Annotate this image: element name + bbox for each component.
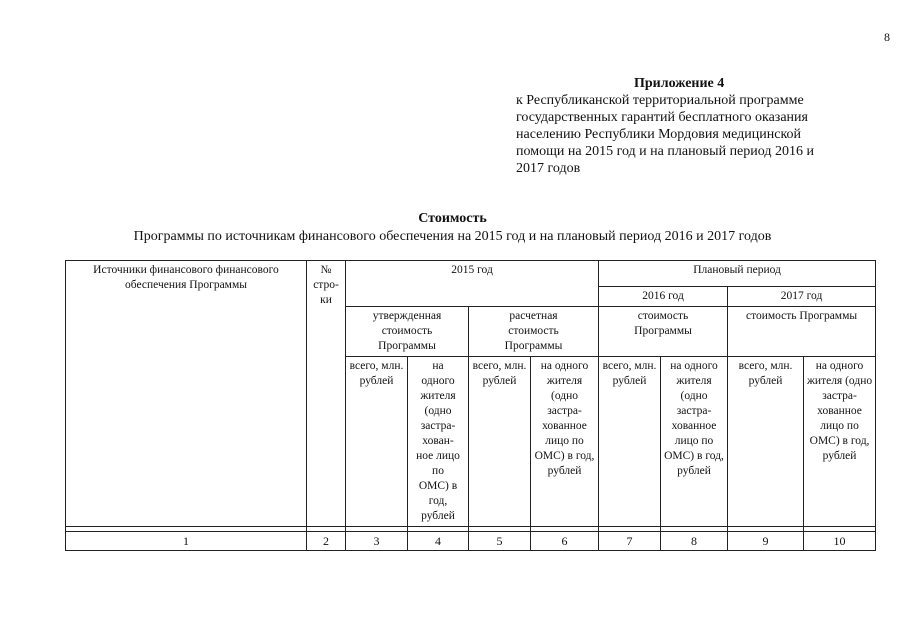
appendix-line: 2017 годов [516, 161, 581, 176]
header-per-resident: на одного жителя (одно застра- хованное лицо по ОМС) в год, рублей [531, 357, 599, 527]
page-number: 8 [884, 30, 890, 44]
column-number: 2 [307, 532, 346, 551]
header-row-number: № стро- ки [307, 261, 346, 527]
header-approved-cost: утвержденная стоимость Программы [346, 307, 469, 357]
header-total-mln: всего, млн. рублей [599, 357, 661, 527]
cost-table [65, 260, 876, 551]
document-title: Стоимость [418, 211, 487, 226]
header-per-resident: на одного жителя (одно застра- хованное лицо по ОМС) в год, рублей [804, 357, 876, 527]
header-planned-period: Плановый период [599, 261, 876, 287]
column-number: 10 [804, 532, 876, 551]
column-number: 4 [408, 532, 469, 551]
header-calculated-cost: расчетная стоимость Программы [469, 307, 599, 357]
column-number: 6 [531, 532, 599, 551]
column-number: 5 [469, 532, 531, 551]
header-per-resident: на одного жителя (одно застра- хованное лицо по ОМС) в год, рублей [661, 357, 728, 527]
appendix-block [516, 75, 856, 177]
header-year-2017: 2017 год [728, 287, 876, 307]
header-cost-2016: стоимость Программы [599, 307, 728, 357]
header-per-resident: на одного жителя (одно застра- хован- ное лицо по ОМС) в год, рублей [408, 357, 469, 527]
header-total-mln: всего, млн. рублей [346, 357, 408, 527]
appendix-line: государственных гарантий бесплатного оказания [516, 110, 808, 125]
header-year-2016: 2016 год [599, 287, 728, 307]
header-sources: Источники финансового финансового обеспечения Программы [66, 261, 307, 527]
column-number: 1 [66, 532, 307, 551]
header-total-mln: всего, млн. рублей [728, 357, 804, 527]
column-number: 7 [599, 532, 661, 551]
header-cost-2017: стоимость Программы [728, 307, 876, 357]
column-number: 3 [346, 532, 408, 551]
column-number: 8 [661, 532, 728, 551]
header-year-2015: 2015 год [346, 261, 599, 307]
appendix-line: населению Республики Мордовия медицинской [516, 127, 802, 142]
header-total-mln: всего, млн. рублей [469, 357, 531, 527]
document-subtitle: Программы по источникам финансового обеспечения на 2015 год и на плановый период 2016 и 2017 годов [133, 229, 772, 244]
appendix-line: к Республиканской территориальной программе [516, 93, 804, 108]
column-number: 9 [728, 532, 804, 551]
appendix-line: помощи на 2015 год и на плановый период 2016 и [516, 144, 814, 159]
appendix-title: Приложение 4 [634, 76, 725, 91]
